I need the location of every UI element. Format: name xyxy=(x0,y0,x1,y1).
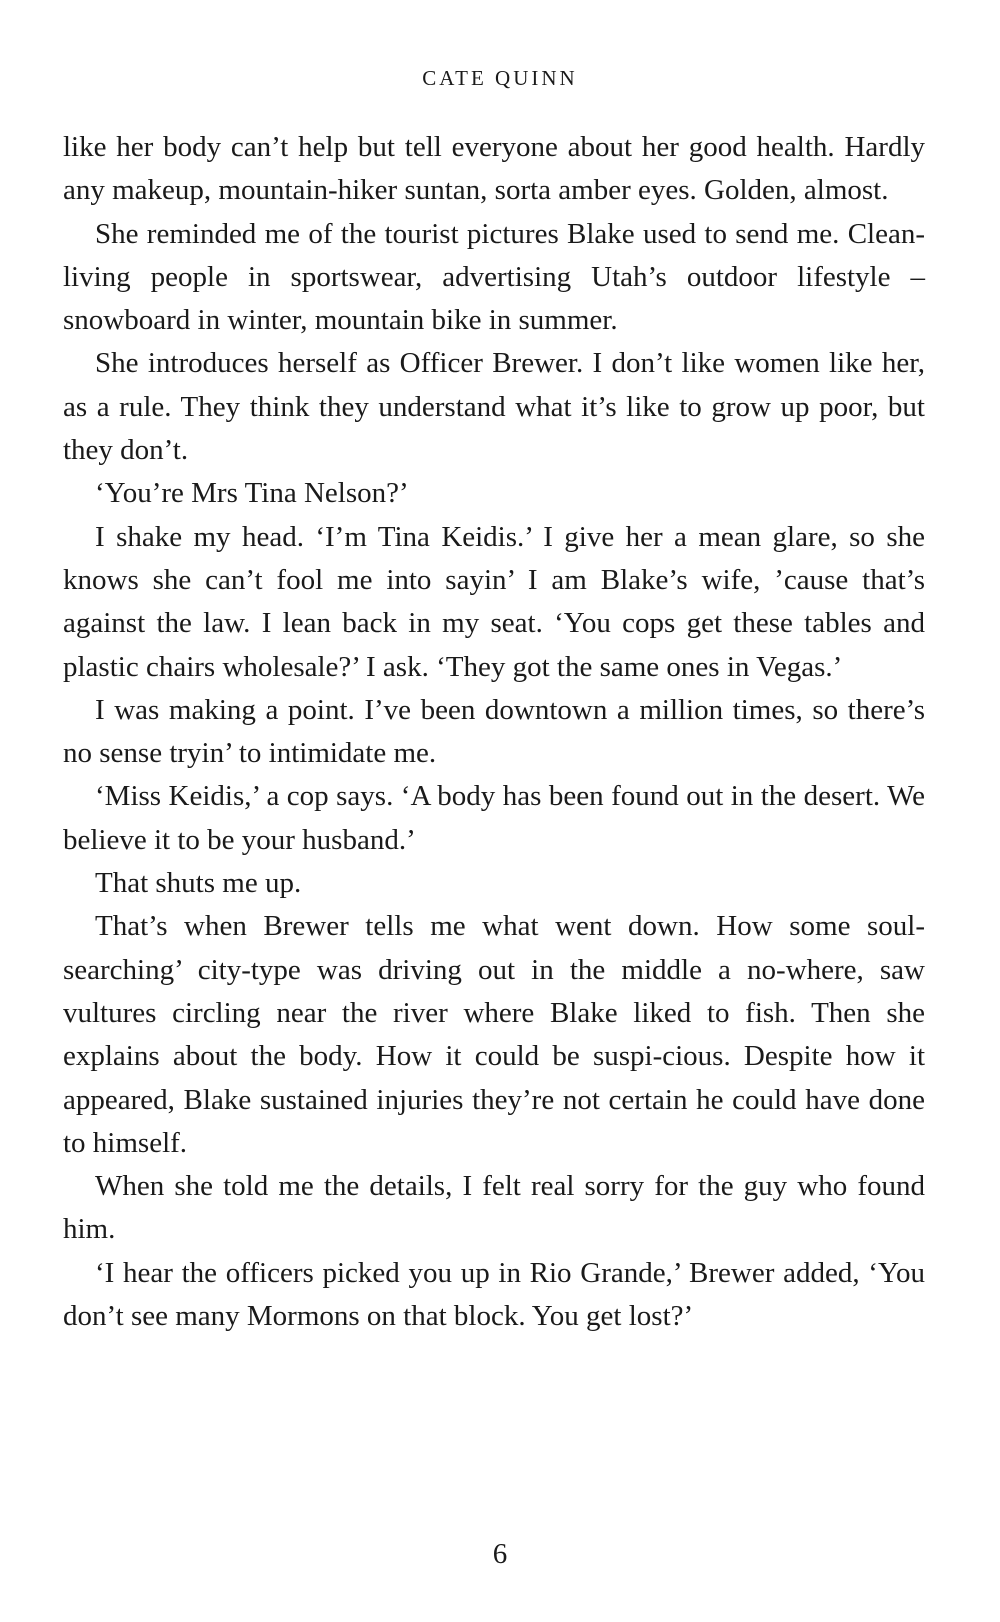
paragraph: like her body can’t help but tell everyone about her good health. Hardly any makeup, mountain-hiker suntan, sorta amber eyes. Golden, almost. xyxy=(63,131,925,207)
running-head: CATE QUINN xyxy=(422,66,578,90)
paragraph: I was making a point. I’ve been downtown a million times, so there’s no sense tryin’ to intimidate me. xyxy=(63,693,925,770)
paragraph: When she told me the details, I felt real sorry for the guy who found him. xyxy=(63,1170,925,1246)
paragraph: ‘I hear the officers picked you up in Rio Grande,’ Brewer added, ‘You don’t see many Mormons on that block. You get lost?’ xyxy=(63,1256,925,1333)
paragraph: She reminded me of the tourist pictures Blake used to send me. Clean-living people in sportswear, advertising Utah’s outdoor lifestyle – snowboard in winter, mountain bike in summer. xyxy=(63,217,925,337)
paragraph: That shuts me up. xyxy=(95,867,302,900)
paragraph: ‘Miss Keidis,’ a cop says. ‘A body has been found out in the desert. We believe it to be your husband.’ xyxy=(63,780,925,856)
paragraph: She introduces herself as Officer Brewer. I don’t like women like her, as a rule. They think they understand what it’s like to grow up poor, but they don’t. xyxy=(63,347,925,467)
page-number: 6 xyxy=(492,1538,508,1570)
paragraph: ‘You’re Mrs Tina Nelson?’ xyxy=(95,477,409,510)
body-text xyxy=(63,126,925,1338)
paragraph: That’s when Brewer tells me what went down. How some soul-searching’ city-type was driving out in the middle a no-where, saw vultures circling near the river where Blake liked to fish. Then she explains about the body. How it could be suspi-cious. Despite how it appeared, Blake sustained injuries they’re not certain he could have done to himself. xyxy=(63,910,925,1159)
paragraph: I shake my head. ‘I’m Tina Keidis.’ I give her a mean glare, so she knows she can’t fool me into sayin’ I am Blake’s wife, ’cause that’s against the law. I lean back in my seat. ‘You cops get these tables and plastic chairs wholesale?’ I ask. ‘They got the same ones in Vegas.’ xyxy=(63,520,925,683)
